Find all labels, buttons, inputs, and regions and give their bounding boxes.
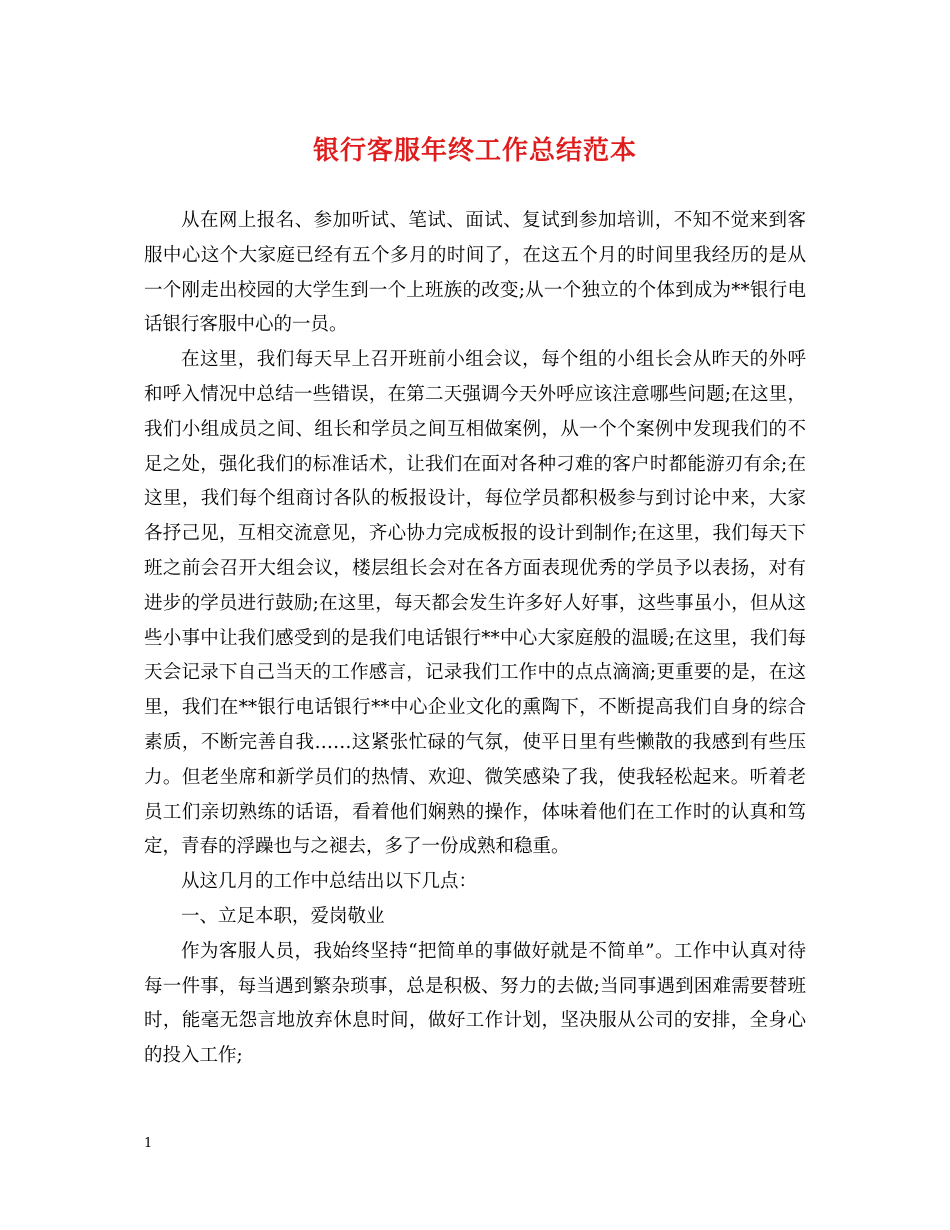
document-body [144, 204, 806, 1074]
paragraph-summary-lead: 从这几月的工作中总结出以下几点： [181, 871, 478, 893]
paragraph-section-one: 作为客服人员，我始终坚持“把简单的事做好就是不简单”。工作中认真对待每一件事，每当遇到繁杂琐事，总是积极、努力的去做;当同事遇到困难需要替班时，能毫无怨言地放弃休息时间，做好工作计划，坚决服从公司的安排，全身心的投入工作; [144, 940, 806, 1067]
paragraph-intro: 从在网上报名、参加听试、笔试、面试、复试到参加培训，不知不觉来到客服中心这个大家庭已经有五个多月的时间了，在这五个月的时间里我经历的是从一个刚走出校园的大学生到一个上班族的改变;从一个独立的个体到成为**银行电话银行客服中心的一员。 [144, 210, 806, 336]
document-title: 银行客服年终工作总结范本 [312, 136, 637, 166]
section-heading-one: 一、立足本职，爱岗敬业 [181, 905, 385, 927]
page-number: 1 [144, 1136, 153, 1151]
paragraph-here: 在这里，我们每天早上召开班前小组会议，每个组的小组长会从昨天的外呼和呼入情况中总结一些错误，在第二天强调今天外呼应该注意哪些问题;在这里，我们小组成员之间、组长和学员之间互相做案例，从一个个案例中发现我们的不足之处，强化我们的标准话术，让我们在面对各种刁难的客户时都能游刃有余;在这里，我们每个组商讨各队的板报设计，每位学员都积极参与到讨论中来，大家各抒己见，互相交流意见，齐心协力完成板报的设计到制作;在这里，我们每天下班之前会召开大组会议，楼层组长会对在各方面表现优秀的学员予以表扬，对有进步的学员进行鼓励;在这里，每天都会发生许多好人好事，这些事虽小，但从这些小事中让我们感受到的是我们电话银行**中心大家庭般的温暖;在这里，我们每天会记录下自己当天的工作感言，记录我们工作中的点点滴滴;更重要的是，在这里，我们在**银行电话银行**中心企业文化的熏陶下，不断提高我们自身的综合素质，不断完善自我……这紧张忙碌的气氛，使平日里有些懒散的我感到有些压力。但老坐席和新学员们的热情、欢迎、微笑感染了我，使我轻松起来。听着老员工们亲切熟练的话语，看着他们娴熟的操作，体味着他们在工作时的认真和笃定，青春的浮躁也与之褪去，多了一份成熟和稳重。 [144, 349, 806, 858]
